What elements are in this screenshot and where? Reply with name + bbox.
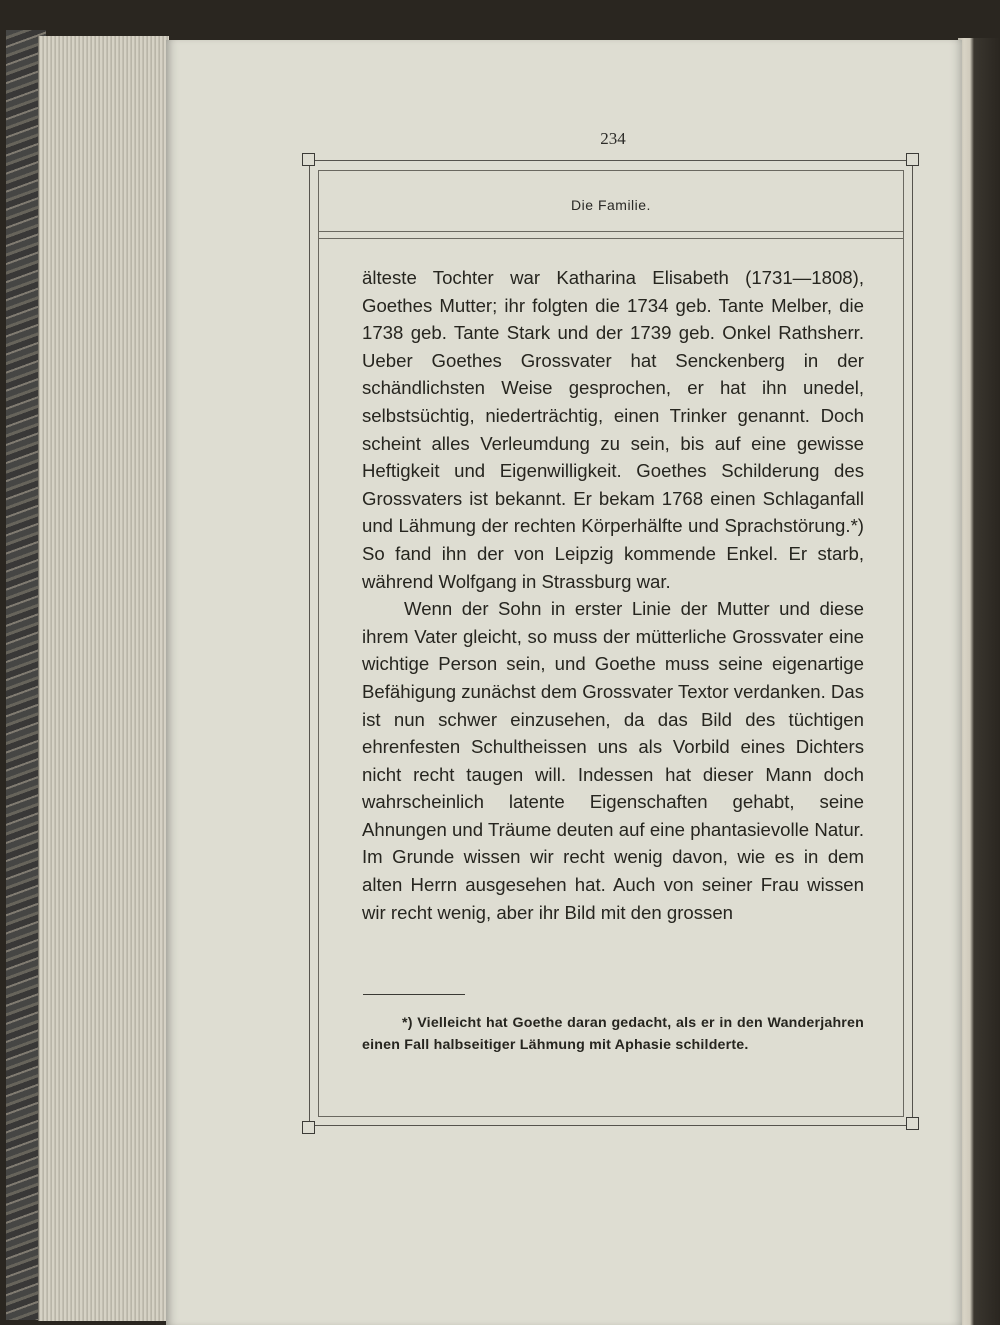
footnote-rule [363, 994, 465, 995]
body-text [362, 264, 864, 926]
header-rule [318, 238, 904, 239]
frame-corner-bottom-right [906, 1117, 919, 1130]
frame-corner-top-right [906, 153, 919, 166]
page-number: 234 [600, 129, 626, 148]
paragraph: älteste Tochter war Katharina Elisabeth (1731—1808), Goethes Mutter; ihr folgten die 1734 geb. Tante Melber, die 1738 geb. Tante Stark und der 1739 geb. Onkel Rathsherr. Ueber Goethes Grossvater hat Senckenberg in der schändlichsten Weise gesprochen, er hat ihn unedel, selbstsüchtig, niederträchtig, einen Trinker genannt. Doch scheint alles Verleumdung zu sein, bis auf eine gewisse Heftigkeit und Eigenwilligkeit. Goethes Schilderung des Grossvaters ist bekannt. Er bekam 1768 einen Schlaganfall und Lähmung der rechten Körperhälfte und Sprachstörung.*) So fand ihn der von Leipzig kommende Enkel. Er starb, während Wolfgang in Strassburg war. [362, 267, 864, 592]
running-head: Die Familie. [571, 197, 651, 213]
frame-corner-bottom-left [302, 1121, 315, 1134]
page-edges-left [38, 36, 169, 1321]
page-edges-right [958, 38, 1000, 1325]
footnote: *) Vielleicht hat Goethe daran gedacht, als er in den Wanderjahren einen Fall halbseitiger Lähmung mit Aphasie schilderte. [362, 1015, 864, 1053]
paragraph: Wenn der Sohn in erster Linie der Mutter und diese ihrem Vater gleicht, so muss der mütterliche Grossvater eine wichtige Person sein, und Goethe muss seine eigenartige Befähigung zunächst dem Grossvater Textor verdanken. Das ist nun schwer einzusehen, da das Bild des tüchtigen ehrenfesten Schultheissen uns als Vorbild eines Dichters nicht recht taugen will. Indessen hat dieser Mann doch wahrscheinlich latente Eigenschaften gehabt, seine Ahnungen und Träume deuten auf eine phantasievolle Natur. Im Grunde wissen wir recht wenig davon, wie es in dem alten Herrn ausgesehen hat. Auch von seiner Frau wissen wir recht wenig, aber ihr Bild mit den grossen [362, 598, 864, 923]
frame-corner-top-left [302, 153, 315, 166]
